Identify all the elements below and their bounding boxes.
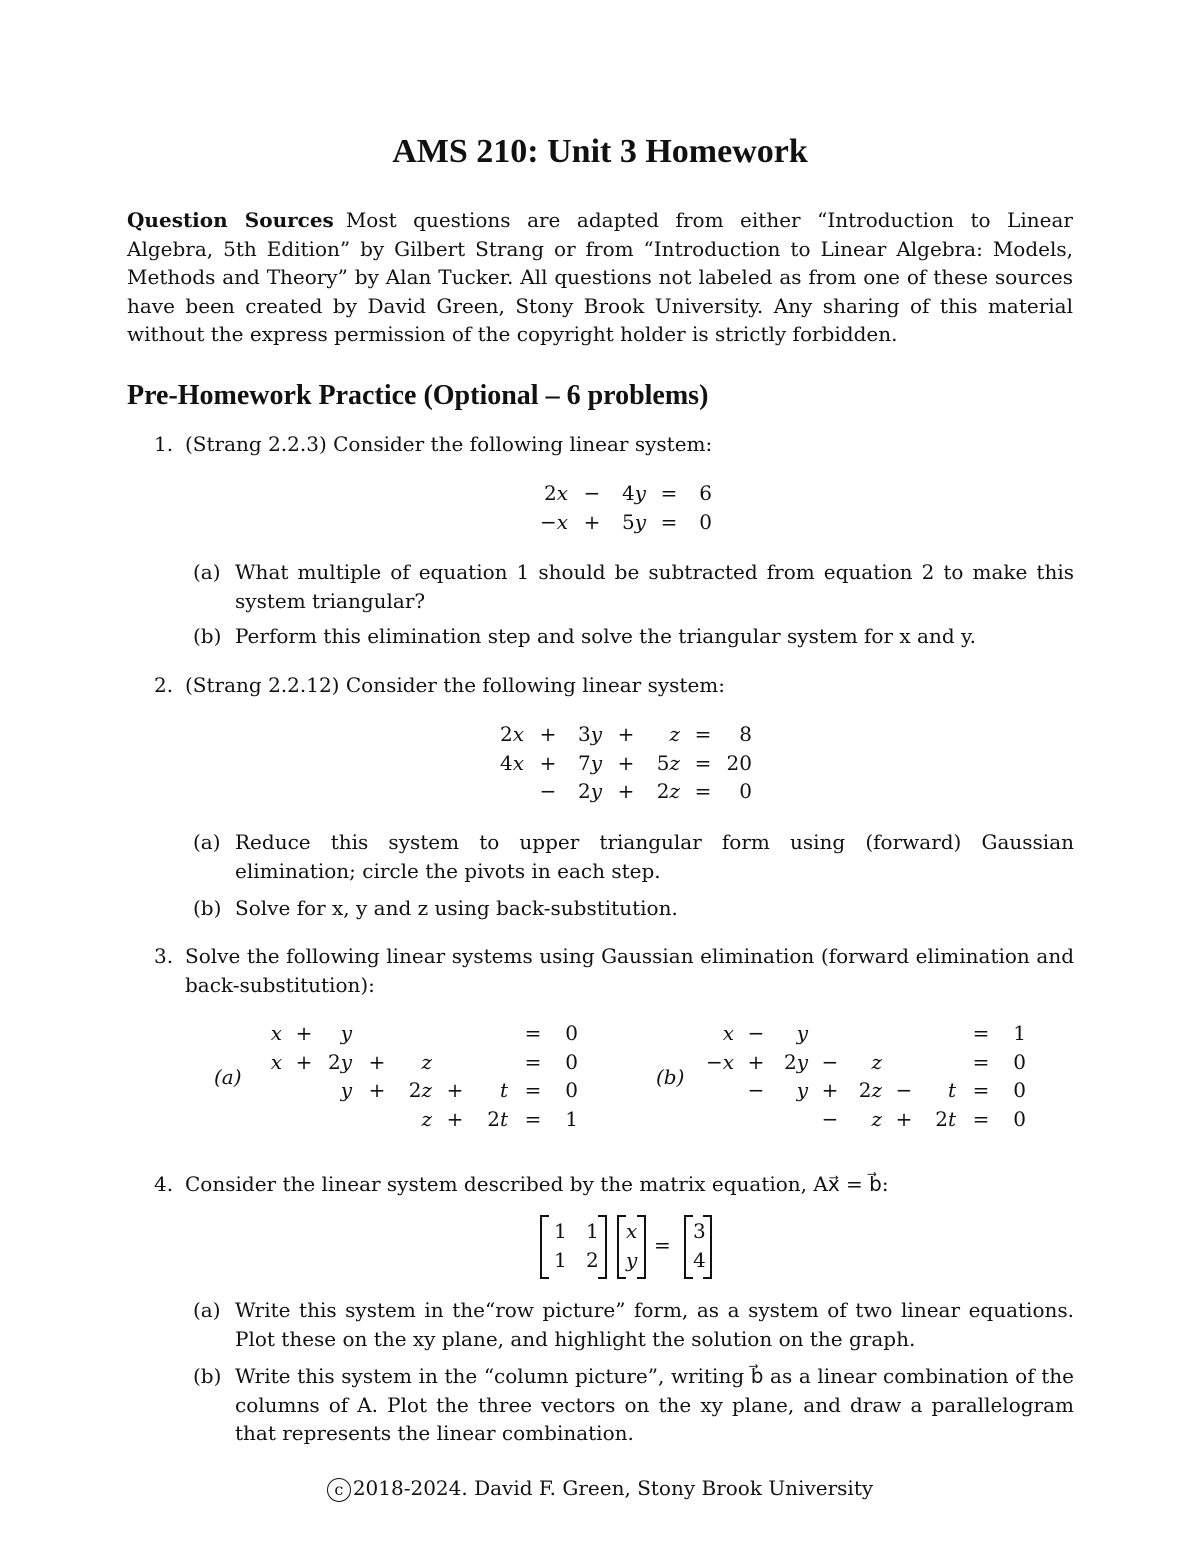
page-title: AMS 210: Unit 3 Homework	[392, 133, 808, 170]
bracket-right	[637, 1215, 646, 1279]
vector-x-entry: y	[626, 1248, 638, 1272]
matrix-a-entry: 1	[554, 1219, 567, 1243]
bracket-left	[684, 1215, 693, 1279]
bracket-right	[703, 1215, 712, 1279]
matrix-a-entry: 1	[586, 1219, 599, 1243]
question-sources-paragraph	[127, 206, 1073, 349]
matrix-a-entry: 2	[586, 1248, 599, 1272]
system-label-a: (a)	[214, 1065, 242, 1089]
part-text: Write this system in the “column picture”, writing b⃗ as a linear combination of the columns of A. Plot the three vectors on the xy plane, and draw a parallelogram that represents the linear combination.	[235, 1364, 1074, 1445]
problem-number: 4.	[154, 1172, 174, 1196]
part-label: (a)	[193, 560, 221, 584]
question-sources-heading: Question Sources	[127, 208, 334, 232]
bracket-right	[598, 1215, 607, 1279]
part-label: (b)	[193, 896, 222, 920]
equation-system-3a: x + y = 0 x + 2y + z = 0 y + 2z + t = 0 z + 2t = 1	[270, 1021, 578, 1131]
equation-system-1: 2x − 4y = 6 −x + 5y = 0	[539, 481, 712, 534]
part-text: Reduce this system to upper triangular form using (forward) Gaussian elimination; circle the pivots in each step.	[235, 830, 1074, 883]
equals-sign: =	[654, 1233, 671, 1257]
problem-number: 3.	[154, 944, 174, 968]
system-label-b: (b)	[656, 1065, 685, 1089]
problem-text: (Strang 2.2.3) Consider the following linear system:	[185, 432, 713, 456]
part-text: What multiple of equation 1 should be subtracted from equation 2 to make this system triangular?	[235, 560, 1074, 613]
part-text: Write this system in the“row picture” form, as a system of two linear equations. Plot these on the xy plane, and highlight the solution on the graph.	[235, 1298, 1074, 1351]
equation-system-3b: x − y = 1 −x + 2y − z = 0 − y + 2z − t = 0 − z + 2t = 0	[705, 1021, 1026, 1131]
problem-number: 1.	[154, 432, 174, 456]
part-text: Solve for x, y and z using back-substitution.	[235, 896, 678, 920]
vector-b-entry: 3	[693, 1219, 706, 1243]
part-text: Perform this elimination step and solve the triangular system for x and y.	[235, 624, 976, 648]
footer-text: 2018-2024. David F. Green, Stony Brook University	[352, 1476, 874, 1500]
bracket-left	[540, 1215, 549, 1279]
bracket-left	[617, 1215, 626, 1279]
problem-number: 2.	[154, 673, 174, 697]
part-label: (b)	[193, 1364, 222, 1388]
part-label: (a)	[193, 1298, 221, 1322]
equation-system-2: 2x + 3y + z = 8 4x + 7y + 5z = 20 − 2y + 2z = 0	[499, 722, 752, 803]
copyright-icon: c	[327, 1478, 351, 1502]
problem-text: (Strang 2.2.12) Consider the following linear system:	[185, 673, 725, 697]
question-sources-text: Most questions are adapted from either “Introduction to Linear Algebra, 5th Edition” by Gilbert Strang or from “Introduction to Linear Algebra: Models, Methods and Theory” by Alan Tucker. All questions not labeled as from one of these sources have been created by David Green, Stony Brook University. Any sharing of this material without the express permission of the copyright holder is strictly forbidden.	[127, 208, 1073, 346]
problem-text: Solve the following linear systems using Gaussian elimination (forward elimination and back-substitution):	[185, 944, 1074, 997]
copyright-footer	[0, 1476, 1200, 1502]
part-label: (b)	[193, 624, 222, 648]
section-heading: Pre-Homework Practice (Optional – 6 problems)	[127, 380, 709, 411]
problem-text: Consider the linear system described by the matrix equation, Ax⃗ = b⃗:	[185, 1172, 889, 1196]
vector-b-entry: 4	[693, 1248, 706, 1272]
part-label: (a)	[193, 830, 221, 854]
vector-x-entry: x	[626, 1219, 638, 1243]
matrix-a-entry: 1	[554, 1248, 567, 1272]
